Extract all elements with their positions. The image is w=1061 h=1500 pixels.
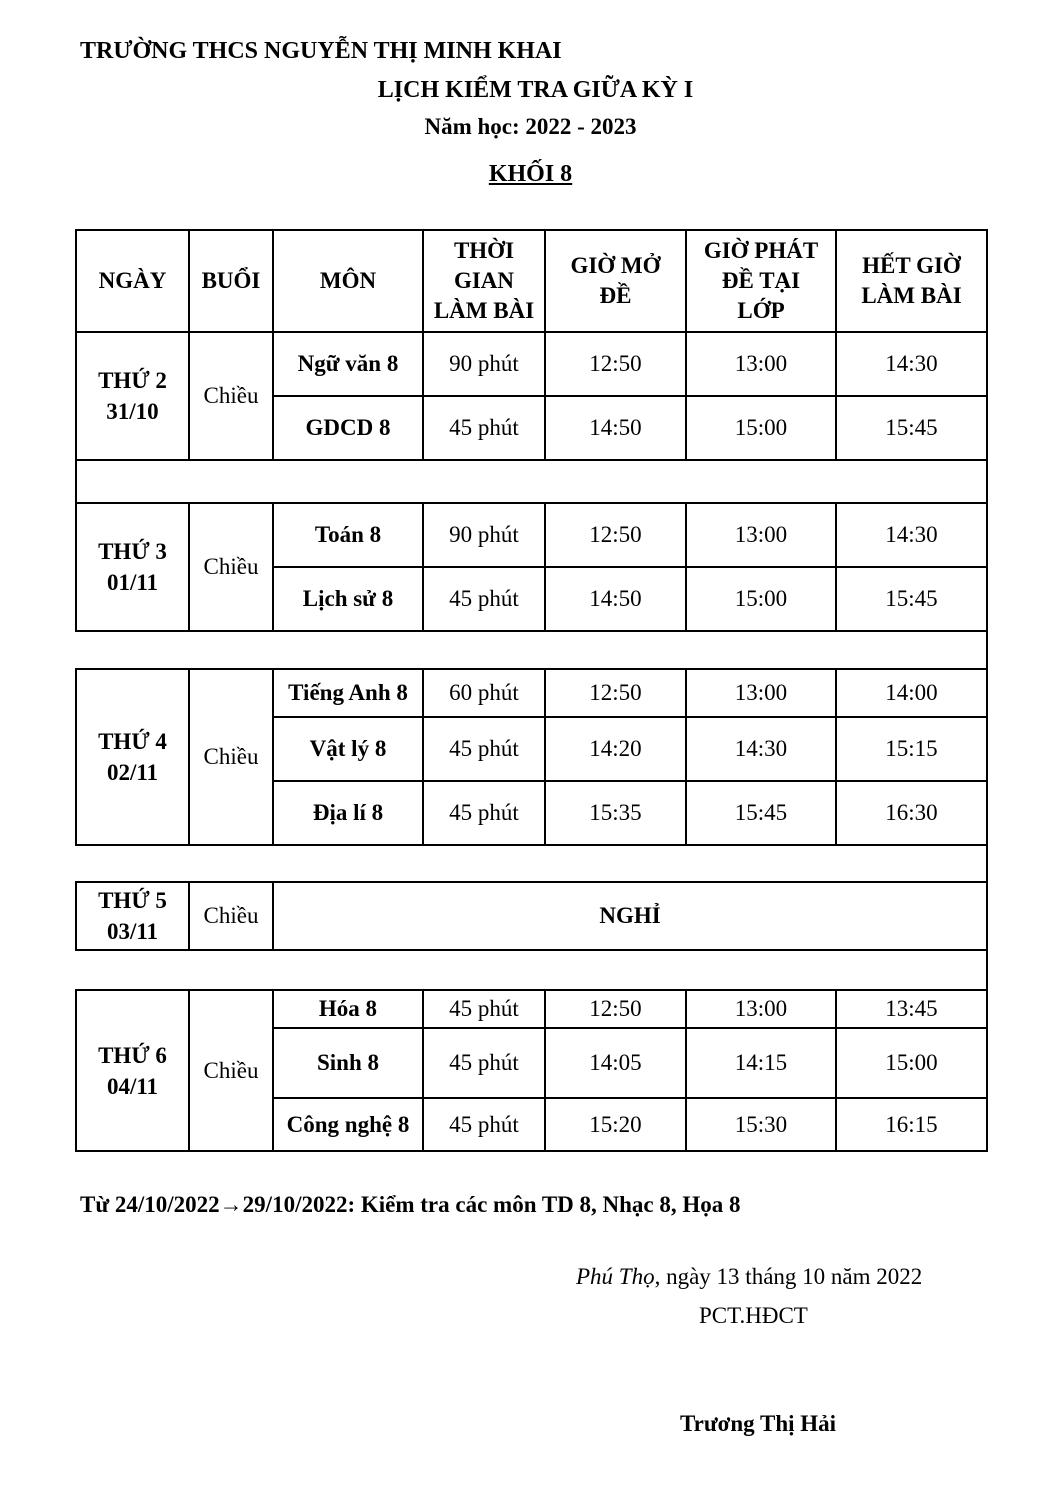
hand-out-time-cell: 15:30: [686, 1098, 836, 1151]
grade-label: KHỐI 8: [488, 161, 573, 187]
table-row: [76, 990, 987, 1028]
end-time-cell: 15:00: [836, 1028, 987, 1098]
table-row: [76, 882, 987, 950]
subject-cell: Tiếng Anh 8: [273, 669, 423, 717]
hand-out-time-cell: 13:00: [686, 503, 836, 567]
open-time-cell: 15:35: [545, 781, 686, 845]
school-year: Năm học: 2022 - 2023: [424, 114, 637, 139]
open-time-cell: 12:50: [545, 669, 686, 717]
duration-cell: 45 phút: [423, 717, 545, 781]
header-day: NGÀY: [76, 230, 189, 332]
subject-cell: Vật lý 8: [273, 717, 423, 781]
hand-out-time-cell: 15:45: [686, 781, 836, 845]
duration-cell: 45 phút: [423, 781, 545, 845]
subject-cell: Công nghệ 8: [273, 1098, 423, 1151]
day-cell: THỨ 6 04/11: [76, 990, 189, 1151]
subject-cell: Địa lí 8: [273, 781, 423, 845]
open-time-cell: 12:50: [545, 503, 686, 567]
open-time-cell: 12:50: [545, 990, 686, 1028]
end-time-cell: 14:30: [836, 332, 987, 396]
day-cell: THỨ 4 02/11: [76, 669, 189, 845]
header-duration: THỜI GIAN LÀM BÀI: [423, 230, 545, 332]
day-cell: THỨ 2 31/10: [76, 332, 189, 460]
end-time-cell: 16:30: [836, 781, 987, 845]
duration-cell: 45 phút: [423, 396, 545, 460]
session-cell: Chiều: [189, 503, 273, 631]
header-end-time: HẾT GIỜ LÀM BÀI: [836, 230, 987, 332]
header-row: [76, 230, 987, 332]
open-time-cell: 14:20: [545, 717, 686, 781]
hand-out-time-cell: 15:00: [686, 567, 836, 631]
open-time-cell: 14:50: [545, 567, 686, 631]
open-time-cell: 14:50: [545, 396, 686, 460]
hand-out-time-cell: 15:00: [686, 396, 836, 460]
spacer-row: [76, 631, 987, 669]
hand-out-time-cell: 14:15: [686, 1028, 836, 1098]
table-row: [76, 503, 987, 567]
spacer-row: [76, 950, 987, 990]
hand-out-time-cell: 13:00: [686, 990, 836, 1028]
spacer-row: [76, 460, 987, 503]
duration-cell: 90 phút: [423, 332, 545, 396]
hand-out-time-cell: 13:00: [686, 669, 836, 717]
header-session: BUỔI: [189, 230, 273, 332]
header-open-time: GIỜ MỞ ĐỀ: [545, 230, 686, 332]
hand-out-time-cell: 14:30: [686, 717, 836, 781]
open-time-cell: 15:20: [545, 1098, 686, 1151]
duration-cell: 90 phút: [423, 503, 545, 567]
hand-out-time-cell: 13:00: [686, 332, 836, 396]
rest-day-cell: NGHỈ: [273, 882, 987, 950]
end-time-cell: 15:45: [836, 396, 987, 460]
session-cell: Chiều: [189, 332, 273, 460]
session-cell: Chiều: [189, 669, 273, 845]
day-cell: THỨ 3 01/11: [76, 503, 189, 631]
signer-name: Trương Thị Hải: [680, 1411, 837, 1436]
place-name: Phú Thọ: [576, 1264, 655, 1289]
subject-cell: Hóa 8: [273, 990, 423, 1028]
subject-cell: Toán 8: [273, 503, 423, 567]
header-subject: MÔN: [273, 230, 423, 332]
exam-schedule-table: [75, 229, 988, 1152]
end-time-cell: 14:30: [836, 503, 987, 567]
signer-role: PCT.HĐCT: [699, 1303, 808, 1328]
duration-cell: 45 phút: [423, 1098, 545, 1151]
document-title: LỊCH KIỂM TRA GIỮA KỲ I: [377, 77, 694, 103]
day-cell: THỨ 5 03/11: [76, 882, 189, 950]
subject-cell: GDCD 8: [273, 396, 423, 460]
subject-cell: Lịch sử 8: [273, 567, 423, 631]
spacer-row: [76, 845, 987, 882]
duration-cell: 45 phút: [423, 567, 545, 631]
table-row: [76, 669, 987, 717]
session-cell: Chiều: [189, 990, 273, 1151]
subject-cell: Sinh 8: [273, 1028, 423, 1098]
other-subjects-note: Từ 24/10/2022→29/10/2022: Kiểm tra các môn TD 8, Nhạc 8, Họa 8: [80, 1192, 741, 1217]
duration-cell: 45 phút: [423, 1028, 545, 1098]
duration-cell: 45 phút: [423, 990, 545, 1028]
open-time-cell: 12:50: [545, 332, 686, 396]
duration-cell: 60 phút: [423, 669, 545, 717]
subject-cell: Ngữ văn 8: [273, 332, 423, 396]
end-time-cell: 14:00: [836, 669, 987, 717]
date-text: , ngày 13 tháng 10 năm 2022: [654, 1264, 923, 1289]
end-time-cell: 16:15: [836, 1098, 987, 1151]
table-row: [76, 332, 987, 396]
open-time-cell: 14:05: [545, 1028, 686, 1098]
end-time-cell: 15:15: [836, 717, 987, 781]
session-cell: Chiều: [189, 882, 273, 950]
school-name: TRƯỜNG THCS NGUYỄN THỊ MINH KHAI: [80, 38, 562, 64]
place-date: [576, 1264, 922, 1290]
end-time-cell: 13:45: [836, 990, 987, 1028]
end-time-cell: 15:45: [836, 567, 987, 631]
header-hand-out-time: GIỜ PHÁT ĐỀ TẠI LỚP: [686, 230, 836, 332]
